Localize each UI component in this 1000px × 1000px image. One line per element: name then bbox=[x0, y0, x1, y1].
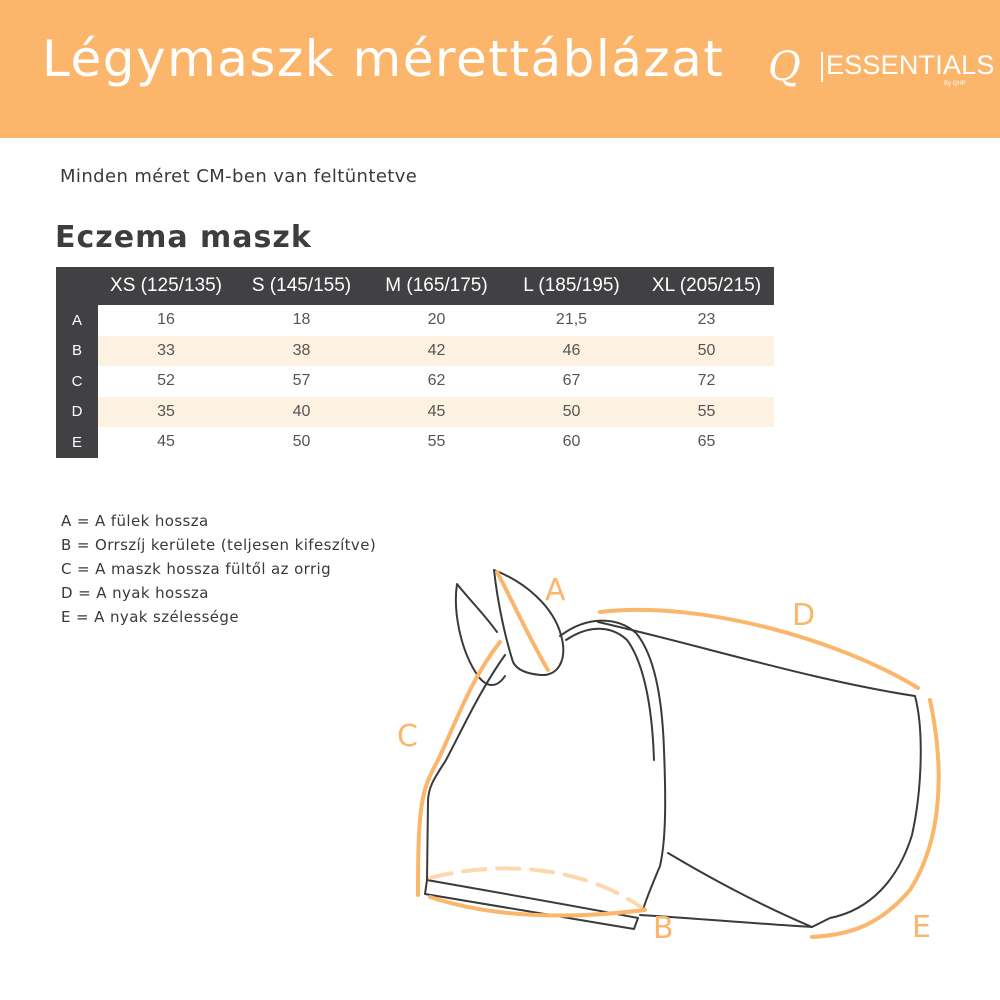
table-cell: 57 bbox=[292, 372, 311, 390]
column-header-s: S (145/155) bbox=[234, 267, 369, 305]
logo-name: ESSENTIALS bbox=[826, 50, 995, 80]
diagram-label-a: A bbox=[545, 573, 566, 608]
diagram-label-e: E bbox=[912, 910, 931, 945]
table-cell: 65 bbox=[697, 433, 716, 451]
logo-q-mark: Q bbox=[768, 44, 801, 90]
table-cell: 50 bbox=[292, 433, 311, 451]
legend-item-a: A = A fülek hossza bbox=[61, 512, 209, 530]
section-title: Eczema maszk bbox=[55, 220, 312, 255]
table-cell: 33 bbox=[98, 336, 234, 367]
table-cell: 72 bbox=[697, 372, 716, 390]
face-front-outline bbox=[427, 655, 505, 880]
legend-item-e: E = A nyak szélessége bbox=[61, 608, 239, 626]
row-label: B bbox=[56, 336, 98, 367]
table-cell: 67 bbox=[562, 372, 581, 390]
mask-inner-line bbox=[566, 629, 654, 760]
table-cell: 40 bbox=[234, 397, 369, 428]
neck-outline bbox=[598, 622, 921, 927]
table-cell: 35 bbox=[98, 397, 234, 428]
table-cell: 50 bbox=[639, 336, 774, 367]
diagram-label-c: C bbox=[397, 719, 418, 754]
mask-body-outline bbox=[560, 621, 665, 910]
legend-item-d: D = A nyak hossza bbox=[61, 584, 209, 602]
measure-line-d bbox=[600, 610, 918, 688]
table-cell: 50 bbox=[504, 397, 639, 428]
row-label: A bbox=[56, 305, 98, 336]
table-cell: 20 bbox=[427, 311, 446, 329]
units-note: Minden méret CM-ben van feltüntetve bbox=[60, 166, 418, 187]
legend-item-c: C = A maszk hossza fültől az orrig bbox=[61, 560, 332, 578]
table-cell: 23 bbox=[697, 311, 716, 329]
table-cell: 55 bbox=[639, 397, 774, 428]
table-cell: 62 bbox=[427, 372, 446, 390]
table-cell: 18 bbox=[292, 311, 311, 329]
row-label: D bbox=[56, 397, 98, 428]
table-cell: 46 bbox=[504, 336, 639, 367]
table-cell: 55 bbox=[427, 433, 446, 451]
column-header-m: M (165/175) bbox=[369, 267, 504, 305]
legend-item-b: B = Orrszíj kerülete (teljesen kifeszítve) bbox=[61, 536, 377, 554]
logo-byline: By QHP bbox=[944, 81, 966, 87]
table-cell: 21,5 bbox=[555, 311, 588, 329]
row-label: E bbox=[56, 427, 98, 458]
table-cell: 45 bbox=[157, 433, 175, 451]
column-header-l: L (185/195) bbox=[504, 267, 639, 305]
table-cell: 38 bbox=[234, 336, 369, 367]
page-title: Légymaszk mérettáblázat bbox=[42, 30, 725, 88]
diagram-label-b: B bbox=[653, 911, 674, 946]
table-cell: 16 bbox=[157, 311, 175, 329]
table-cell: 42 bbox=[369, 336, 504, 367]
table-cell: 60 bbox=[562, 433, 581, 451]
column-header-xl: XL (205/215) bbox=[639, 267, 774, 305]
column-header-xs: XS (125/135) bbox=[98, 267, 234, 305]
row-label: C bbox=[56, 366, 98, 397]
diagram-label-d: D bbox=[792, 598, 816, 633]
table-cell: 45 bbox=[369, 397, 504, 428]
table-cell: 52 bbox=[157, 372, 175, 390]
